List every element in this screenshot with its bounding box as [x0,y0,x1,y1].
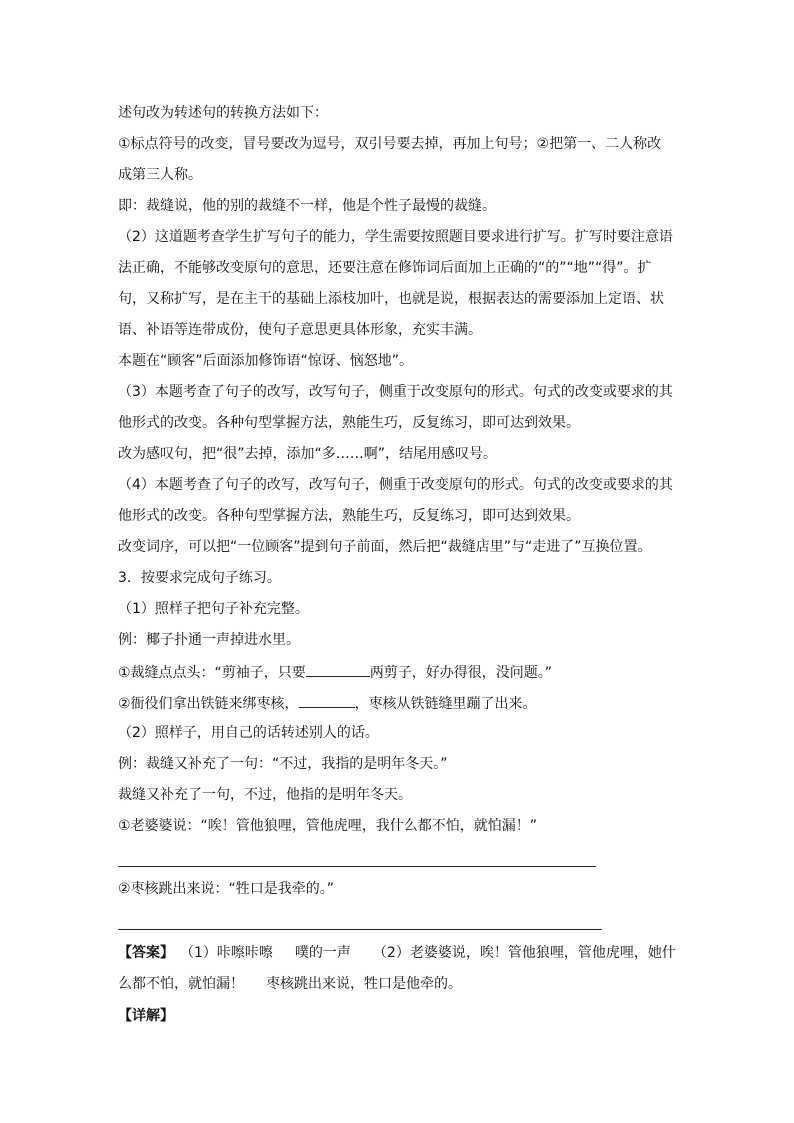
answer-part-1: （1）咔嚓咔嚓 [180,945,273,961]
question-1-suffix: 两剪子，好办得很，没问题。” [369,665,553,681]
text-line: 语、补语等连带成份，使句子意思更具体形象，充实丰满。 [118,322,482,338]
text-line: 改为感叹句，把“很”去掉，添加“多……啊”，结尾用感叹号。 [118,446,498,462]
question-heading: 3．按要求完成句子练习。 [118,570,281,586]
fill-blank-question-2 [118,693,678,713]
answer-part-5: 枣核跳出来说，牲口是他牵的。 [266,976,462,992]
answer-part-2: 噗的一声 [294,945,351,961]
text-line: （3）本题考查了句子的改写，改写句子，侧重于改变原句的形式。句式的改变或要求的其 [118,384,673,400]
text-line: 他形式的改变。各种句型掌握方法，熟能生巧，反复练习，即可达到效果。 [118,508,580,524]
text-line: 改变词序，可以把“一位顾客”提到句子前面，然后把“裁缝店里”与“走进了”互换位置。 [118,539,652,555]
text-line: （2）这道题考查学生扩写句子的能力，学生需要按照题目要求进行扩写。扩写时要注意语 [118,229,673,245]
text-line: ①老婆婆说：“唉！管他狼哩，管他虎哩，我什么都不怕，就怕漏！” [118,818,538,834]
answer-part-3: （2）老婆婆说，唉！管他狼哩，管他虎哩，她什 [372,945,676,961]
question-2-suffix: ，枣核从铁链缝里蹦了出来。 [354,696,537,712]
text-line: 裁缝又补充了一句，不过，他指的是明年冬天。 [118,787,412,803]
answer-line-2 [118,975,678,993]
fill-blank-question-1 [118,662,678,682]
text-line: ①标点符号的改变，冒号要改为逗号，双引号要去掉，再加上句号；②把第一、二人称改 [118,136,662,152]
text-line: 例：裁缝又补充了一句：“不过，我指的是明年冬天。” [118,756,448,772]
text-line: （4）本题考查了句子的改写，改写句子，侧重于改变原句的形式。句式的改变或要求的其 [118,477,673,493]
text-line: 法正确，不能够改变原句的意思，还要注意在修饰词后面加上正确的“的”“地”“得”。扩 [118,260,652,276]
text-line: 句，又称扩写，是在主干的基础上添枝加叶，也就是说，根据表达的需要添加上定语、状 [118,291,664,307]
question-2-prefix: ②衙役们拿出铁链来绑枣核， [118,696,299,712]
answer-blank [306,662,370,677]
answer-line [118,866,596,867]
answer-blank [299,693,355,708]
text-line: （1）照样子把句子补充完整。 [118,601,309,617]
text-line: （2）照样子，用自己的话转述别人的话。 [118,725,379,741]
text-line: 即：裁缝说，他的别的裁缝不一样，他是个性子最慢的裁缝。 [118,198,496,214]
detail-label: 【详解】 [118,1008,174,1024]
answer-line [118,929,602,930]
answer-part-4: 么都不怕，就怕漏！ [118,976,244,992]
answer-line-1 [118,944,678,962]
answer-label: 【答案】 [118,945,174,961]
text-line: 他形式的改变。各种句型掌握方法，熟能生巧，反复练习，即可达到效果。 [118,415,580,431]
question-1-prefix: ①裁缝点点头：“剪袖子，只要 [118,665,306,681]
text-line: ②枣核跳出来说：“牲口是我牵的。” [118,881,335,897]
text-line: 述句改为转述句的转换方法如下： [118,105,328,121]
text-line: 本题在“顾客”后面添加修饰语“惊讶、恼怒地”。 [118,353,414,369]
text-line: 成第三人称。 [118,167,202,183]
text-line: 例：椰子扑通一声掉进水里。 [118,632,300,648]
